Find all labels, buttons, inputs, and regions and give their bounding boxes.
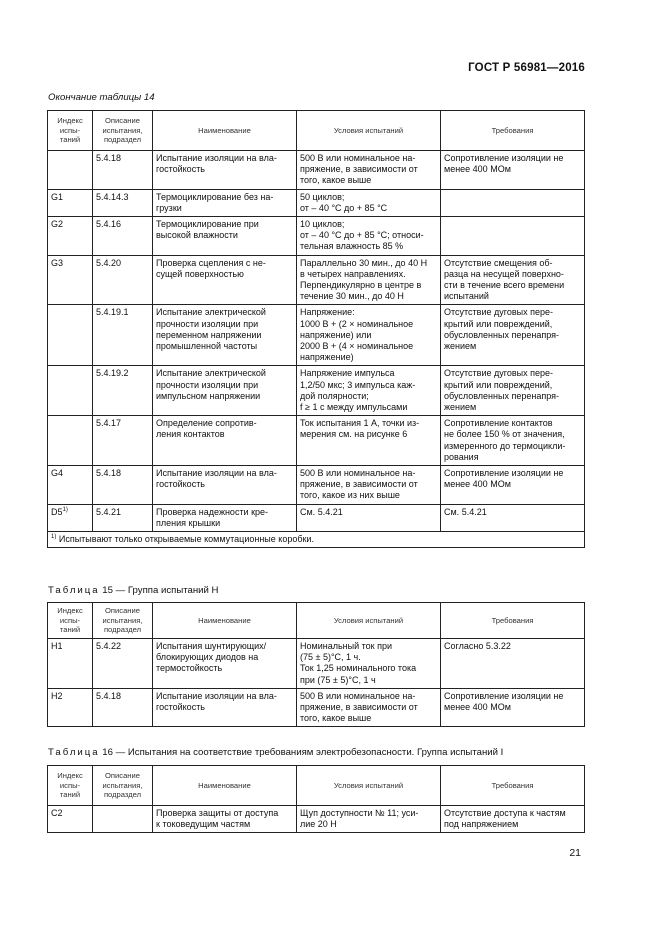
- table15-caption-text: 15 — Группа испытаний Н: [102, 585, 219, 596]
- col-header-description: Описание испытания, подраздел: [93, 603, 153, 639]
- cell-section: [93, 688, 153, 727]
- table-row: [48, 217, 585, 256]
- cell-conditions: [297, 305, 441, 366]
- cell-name-text: Испытание изоляции на вла- гостойкость: [156, 690, 277, 713]
- cell-index-text: G3: [51, 257, 64, 268]
- cell-conditions-text: См. 5.4.21: [300, 506, 343, 517]
- cell-section-text: 5.4.18: [96, 468, 122, 479]
- cell-requirements-text: Отсутствие доступа к частям под напряжением: [444, 808, 566, 830]
- cell-index: [48, 151, 93, 190]
- cell-name-text: Проверка надежности кре- пления крышки: [156, 506, 269, 528]
- cell-conditions-text: 50 циклов; от – 40 °С до + 85 °С: [300, 191, 388, 213]
- table-row: [48, 466, 585, 505]
- cell-name-text: Термоциклирование при высокой влажности: [156, 219, 259, 241]
- cell-conditions-text: Параллельно 30 мин., до 40 Н в четырех направлениях. Перпендикулярно в центре в течение 30 мин., до 40 Н: [300, 257, 428, 302]
- cell-index: [48, 416, 93, 466]
- col-header-requirements: Требования: [441, 111, 585, 151]
- cell-name-text: Определение сопротив- ления контактов: [156, 418, 257, 440]
- cell-section-text: 5.4.16: [96, 219, 122, 230]
- table-row: [48, 416, 585, 466]
- cell-section: [93, 416, 153, 466]
- cell-requirements: [441, 806, 585, 833]
- cell-name: [153, 217, 297, 256]
- cell-requirements: [441, 255, 585, 305]
- cell-conditions: [297, 504, 441, 531]
- table14-caption: Окончание таблицы 14: [48, 92, 155, 103]
- col-header-index: Индекс испы- таний: [48, 603, 93, 639]
- col-header-requirements: Требования: [441, 766, 585, 806]
- cell-section: [93, 305, 153, 366]
- cell-requirements-text: Сопротивление изоляции не менее 400 МОм: [444, 468, 564, 490]
- cell-conditions-text: Напряжение импульса 1,2/50 мкс; 3 импульса каж- дой полярности; f ≥ 1 с между импульсами: [300, 368, 416, 413]
- table-row: [48, 151, 585, 190]
- cell-index: [48, 217, 93, 256]
- col-header-index: Индекс испы- таний: [48, 111, 93, 151]
- cell-requirements: [441, 305, 585, 366]
- cell-name: [153, 305, 297, 366]
- cell-section-text: 5.4.19.1: [96, 307, 129, 318]
- cell-index: [48, 806, 93, 833]
- cell-index: [48, 504, 93, 531]
- table-row: [48, 688, 585, 727]
- cell-section: [93, 255, 153, 305]
- cell-name: [153, 255, 297, 305]
- cell-name: [153, 639, 297, 689]
- cell-requirements-text: Сопротивление изоляции не менее 400 МОм: [444, 690, 564, 713]
- col-header-description: Описание испытания, подраздел: [93, 111, 153, 151]
- cell-conditions-text: 500 В или номинальное на- пряжение, в зависимости от того, какое из них выше: [300, 468, 418, 501]
- table-16: [47, 765, 585, 833]
- cell-section-text: 5.4.18: [96, 153, 122, 163]
- col-header-index: Индекс испы- таний: [48, 766, 93, 806]
- cell-index-text: H1: [51, 641, 63, 651]
- cell-index-text: G2: [51, 219, 64, 230]
- table16-caption-label: Таблица: [48, 747, 100, 758]
- cell-index-text: D5: [51, 506, 63, 517]
- cell-name: [153, 806, 297, 833]
- cell-name-text: Проверка защиты от доступа к токоведущим частям: [156, 808, 279, 830]
- col-header-conditions: Условия испытаний: [297, 603, 441, 639]
- cell-section-text: 5.4.18: [96, 690, 122, 701]
- cell-requirements-text: Отсутствие дуговых пере- крытий или повреждений, обусловленных перенапря- жением: [444, 368, 559, 413]
- cell-index: [48, 255, 93, 305]
- cell-requirements: [441, 416, 585, 466]
- table-row: [48, 255, 585, 305]
- col-header-name: Наименование: [153, 111, 297, 151]
- cell-name-text: Испытание электрической прочности изоляции при переменном напряжении промышленной частоты: [156, 307, 266, 352]
- col-header-conditions: Условия испытаний: [297, 111, 441, 151]
- cell-section-text: 5.4.21: [96, 506, 122, 517]
- cell-conditions: [297, 639, 441, 689]
- cell-index-text: G1: [51, 191, 64, 202]
- cell-section: [93, 504, 153, 531]
- cell-name-text: Испытания шунтирующих/ блокирующих диодов на термостойкость: [156, 641, 267, 674]
- cell-conditions: [297, 366, 441, 416]
- cell-conditions-text: 10 циклов; от – 40 °С до + 85 °С; относи- тельная влажность 85 %: [300, 219, 424, 252]
- cell-index: [48, 305, 93, 366]
- cell-name: [153, 504, 297, 531]
- cell-section-text: 5.4.20: [96, 257, 122, 268]
- cell-name: [153, 151, 297, 190]
- cell-requirements-text: Сопротивление изоляции не менее 400 МОм: [444, 153, 564, 175]
- cell-name-text: Испытание электрической прочности изоляции при импульсном напряжении: [156, 368, 266, 401]
- cell-name: [153, 466, 297, 505]
- table-row: [48, 504, 585, 531]
- cell-requirements: [441, 466, 585, 505]
- cell-conditions-text: 500 В или номинальное на- пряжение, в зависимости от того, какое выше: [300, 690, 418, 724]
- cell-section: [93, 806, 153, 833]
- footnote-reference: 1): [62, 506, 68, 513]
- table15-caption-label: Таблица: [48, 585, 100, 596]
- col-header-name: Наименование: [153, 766, 297, 806]
- page-number: 21: [569, 847, 581, 859]
- cell-index-text: H2: [51, 690, 63, 701]
- cell-section: [93, 466, 153, 505]
- table-row: [48, 639, 585, 689]
- cell-index: [48, 639, 93, 689]
- table-14: [47, 110, 585, 548]
- cell-requirements-text: Согласно 5.3.22: [444, 641, 511, 651]
- cell-conditions: [297, 255, 441, 305]
- cell-index: [48, 189, 93, 216]
- cell-section-text: 5.4.19.2: [96, 368, 129, 379]
- cell-conditions: [297, 806, 441, 833]
- table16-caption-text: 16 — Испытания на соответствие требованиям электробезопасности. Группа испытаний I: [102, 747, 504, 758]
- cell-index-text: C2: [51, 808, 63, 818]
- cell-name: [153, 688, 297, 727]
- cell-index-text: G4: [51, 468, 64, 479]
- cell-requirements-text: Отсутствие дуговых пере- крытий или повреждений, обусловленных перенапря- жением: [444, 307, 559, 352]
- cell-section: [93, 151, 153, 190]
- cell-conditions-text: 500 В или номинальное на- пряжение, в зависимости от того, какое выше: [300, 153, 418, 186]
- cell-index: [48, 366, 93, 416]
- cell-requirements-text: Отсутствие смещения об- разца на несущей поверхно- сти в течение всего времени испытаний: [444, 257, 565, 302]
- cell-requirements: [441, 639, 585, 689]
- cell-requirements: [441, 688, 585, 727]
- table-row: [48, 189, 585, 216]
- cell-conditions: [297, 217, 441, 256]
- cell-requirements: [441, 504, 585, 531]
- cell-requirements: [441, 217, 585, 256]
- cell-requirements: [441, 151, 585, 190]
- cell-name-text: Проверка сцепления с не- сущей поверхностью: [156, 257, 266, 279]
- cell-conditions-text: Напряжение: 1000 В + (2 × номинальное напряжение) или 2000 В + (4 × номинальное напряжение): [300, 307, 414, 363]
- cell-conditions-text: Номинальный ток при (75 ± 5)°С, 1 ч. Ток 1,25 номинального тока при (75 ± 5)°С, 1 ч: [300, 641, 417, 685]
- table-15: [47, 602, 585, 727]
- col-header-requirements: Требования: [441, 603, 585, 639]
- cell-name: [153, 416, 297, 466]
- cell-conditions-text: Щуп доступности № 11; уси- лие 20 Н: [300, 808, 419, 830]
- cell-conditions: [297, 189, 441, 216]
- cell-index: [48, 466, 93, 505]
- cell-conditions: [297, 688, 441, 727]
- table15-caption: [48, 585, 218, 596]
- cell-name: [153, 366, 297, 416]
- cell-requirements: [441, 366, 585, 416]
- table14-footnote: [48, 532, 585, 548]
- cell-requirements-text: См. 5.4.21: [444, 506, 487, 517]
- cell-section-text: 5.4.22: [96, 641, 122, 651]
- footnote-text: Испытывают только открываемые коммутационные коробки.: [58, 534, 314, 545]
- document-standard-header: ГОСТ Р 56981—2016: [468, 62, 585, 74]
- cell-requirements: [441, 189, 585, 216]
- cell-section: [93, 639, 153, 689]
- table-row: [48, 806, 585, 833]
- table-row: [48, 366, 585, 416]
- cell-name: [153, 189, 297, 216]
- cell-name-text: Испытание изоляции на вла- гостойкость: [156, 468, 277, 490]
- cell-section: [93, 189, 153, 216]
- cell-conditions-text: Ток испытания 1 А, точки из- мерения см. на рисунке 6: [300, 418, 420, 440]
- cell-section-text: 5.4.14.3: [96, 191, 129, 202]
- col-header-name: Наименование: [153, 603, 297, 639]
- cell-name-text: Испытание изоляции на вла- гостойкость: [156, 153, 277, 175]
- table-row: [48, 305, 585, 366]
- footnote-mark: 1): [51, 534, 57, 541]
- cell-section: [93, 366, 153, 416]
- cell-conditions: [297, 416, 441, 466]
- col-header-conditions: Условия испытаний: [297, 766, 441, 806]
- cell-index: [48, 688, 93, 727]
- cell-conditions: [297, 151, 441, 190]
- cell-section: [93, 217, 153, 256]
- cell-requirements-text: Сопротивление контактов не более 150 % от значения, измеренного до термоцикли- рования: [444, 418, 566, 462]
- table16-caption: [48, 747, 503, 758]
- col-header-description: Описание испытания, подраздел: [93, 766, 153, 806]
- cell-conditions: [297, 466, 441, 505]
- cell-section-text: 5.4.17: [96, 418, 122, 429]
- cell-name-text: Термоциклирование без на- грузки: [156, 191, 274, 213]
